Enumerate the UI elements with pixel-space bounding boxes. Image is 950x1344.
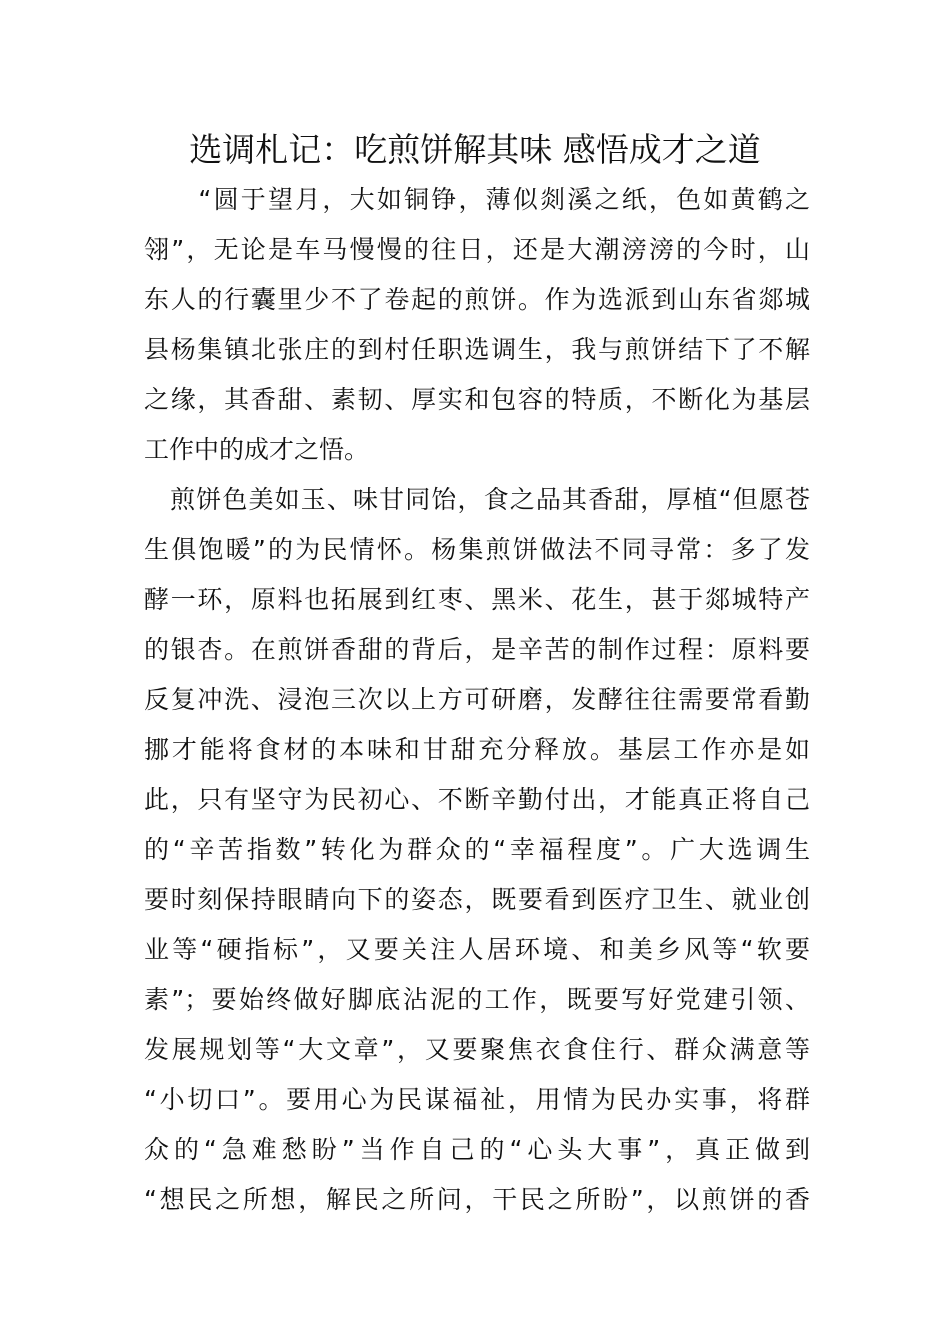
text-line: 东人的行囊里少不了卷起的煎饼。作为选派到山东省郯城 [144, 285, 810, 314]
text-line: 县杨集镇北张庄的到村任职选调生，我与煎饼结下了不解 [144, 335, 810, 364]
text-line: 的“辛苦指数”转化为群众的“幸福程度”。广大选调生 [144, 835, 810, 864]
text-line: 业等“硬指标”，又要关注人居环境、和美乡风等“软要 [144, 935, 810, 964]
text-line: 的银杏。在煎饼香甜的背后，是辛苦的制作过程：原料要 [144, 635, 810, 664]
text-line: “想民之所想，解民之所问，干民之所盼”，以煎饼的香 [144, 1185, 810, 1214]
text-line: “小切口”。要用心为民谋福祉，用情为民办实事，将群 [144, 1085, 810, 1114]
text-line: 众的“急难愁盼”当作自己的“心头大事”，真正做到 [144, 1135, 810, 1164]
text-line: “圆于望月，大如铜铮，薄似剡溪之纸，色如黄鹤之 [144, 185, 810, 214]
text-line: 挪才能将食材的本味和甘甜充分释放。基层工作亦是如 [144, 735, 810, 764]
text-line: 翎”，无论是车马慢慢的往日，还是大潮滂滂的今时，山 [144, 235, 810, 264]
text-line: 发展规划等“大文章”，又要聚焦衣食住行、群众满意等 [144, 1035, 810, 1064]
text-line: 酵一环，原料也拓展到红枣、黑米、花生，甚于郯城特产 [144, 585, 810, 614]
page-title: 选调札记：吃煎饼解其味 感悟成才之道 [189, 130, 761, 169]
text-line: 素”；要始终做好脚底沾泥的工作，既要写好党建引领、 [144, 985, 810, 1014]
text-line: 之缘，其香甜、素韧、厚实和包容的特质，不断化为基层 [144, 385, 810, 414]
text-line: 要时刻保持眼睛向下的姿态，既要看到医疗卫生、就业创 [144, 885, 810, 914]
text-line: 工作中的成才之悟。 [144, 435, 370, 464]
text-line: 反复冲洗、浸泡三次以上方可研磨，发酵往往需要常看勤 [144, 685, 810, 714]
text-line: 煎饼色美如玉、味甘同饴，食之品其香甜，厚植“但愿苍 [144, 485, 810, 514]
text-line: 此，只有坚守为民初心、不断辛勤付出，才能真正将自己 [144, 785, 810, 814]
text-line: 生俱饱暖”的为民情怀。杨集煎饼做法不同寻常：多了发 [144, 535, 810, 564]
